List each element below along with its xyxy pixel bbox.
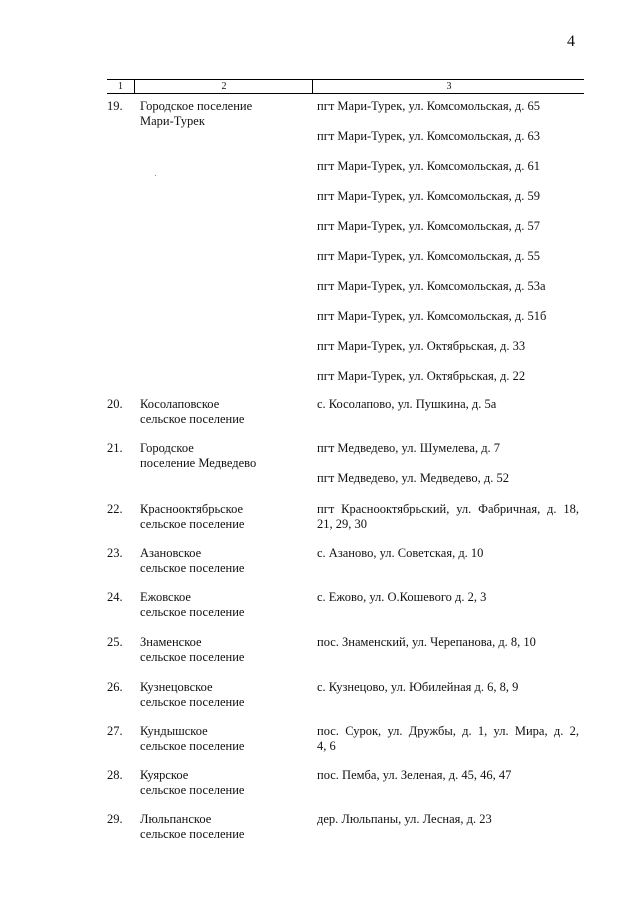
address: пгт Краснооктябрьский, ул. Фабричная, д. 18, [317,502,579,516]
settlement-name-line: сельское поселение [140,783,245,797]
table-row [107,397,587,426]
settlement-name-line: Кундышское [140,724,208,738]
address: пос. Знаменский, ул. Черепанова, д. 8, 10 [317,635,536,649]
address-list [317,502,579,532]
settlement-name [140,680,310,710]
address-list [317,99,579,384]
table-header [107,79,584,94]
address-list [317,680,579,695]
settlement-name-line: Краснооктябрьское [140,502,244,516]
address: пгт Мари-Турек, ул. Комсомольская, д. 63 [317,129,540,143]
address-list [317,635,579,650]
settlement-name-line: сельское поселение [140,827,245,841]
settlement-name [140,99,310,129]
row-number: 26. [107,680,123,694]
settlement-name [140,812,310,842]
settlement-name-line: Куярское [140,768,189,782]
row-number: 25. [107,635,123,649]
settlement-name-line: Городское поселение [140,99,253,113]
table-row [107,502,587,532]
address: пгт Мари-Турек, ул. Комсомольская, д. 61 [317,159,540,173]
address-list [317,590,579,605]
address-list [317,768,579,783]
header-col-3: 3 [312,80,585,93]
table-row [107,812,587,841]
table-row [107,99,587,384]
address: пгт Медведево, ул. Медведево, д. 52 [317,471,509,485]
row-number: 19. [107,99,123,113]
address: пос. Пемба, ул. Зеленая, д. 45, 46, 47 [317,768,512,782]
row-number: 21. [107,441,123,455]
address-list [317,397,579,412]
address-list [317,546,579,561]
page-number: 4 [567,33,575,50]
settlement-name-line: сельское поселение [140,695,245,709]
address: с. Азаново, ул. Советская, д. 10 [317,546,484,560]
table-row [107,724,587,754]
settlement-name-line: Ежовское [140,590,191,604]
address: 4, 6 [317,739,336,753]
settlement-name-line: сельское поселение [140,605,245,619]
settlement-name-line: Городское [140,441,194,455]
address: дер. Люльпаны, ул. Лесная, д. 23 [317,812,492,826]
address: пгт Медведево, ул. Шумелева, д. 7 [317,441,501,455]
header-col-2: 2 [134,80,313,93]
settlement-name-line: поселение Медведево [140,456,257,470]
address: пгт Мари-Турек, ул. Комсомольская, д. 55 [317,249,540,263]
row-number: 24. [107,590,123,604]
address: пгт Мари-Турек, ул. Комсомольская, д. 53а [317,279,546,293]
address: пгт Мари-Турек, ул. Октябрьская, д. 33 [317,339,526,353]
row-number: 20. [107,397,123,411]
settlement-name [140,635,310,665]
address: с. Ежово, ул. О.Кошевого д. 2, 3 [317,590,487,604]
settlement-name-line: Кузнецовское [140,680,213,694]
address: 21, 29, 30 [317,517,367,531]
settlement-name [140,590,310,620]
settlement-name-line: сельское поселение [140,412,245,426]
table-row [107,768,587,797]
settlement-name-line: Азановское [140,546,202,560]
address-list [317,812,579,827]
settlement-name [140,441,310,471]
address: с. Кузнецово, ул. Юбилейная д. 6, 8, 9 [317,680,519,694]
address: с. Косолапово, ул. Пушкина, д. 5а [317,397,497,411]
settlement-name-line: Мари-Турек [140,114,205,128]
table-row [107,635,587,664]
address: пгт Мари-Турек, ул. Комсомольская, д. 57 [317,219,540,233]
table-row [107,590,587,619]
settlement-name [140,502,310,532]
settlement-name-line: Знаменское [140,635,202,649]
settlement-name-line: сельское поселение [140,561,245,575]
table-row [107,680,587,709]
settlement-name-line: сельское поселение [140,517,245,531]
table-row [107,546,587,575]
row-number: 27. [107,724,123,738]
address-list [317,724,579,754]
row-number: 23. [107,546,123,560]
row-number: 29. [107,812,123,826]
address: пос. Сурок, ул. Дружбы, д. 1, ул. Мира, д. 2, [317,724,579,738]
row-number: 28. [107,768,123,782]
address: пгт Мари-Турек, ул. Комсомольская, д. 59 [317,189,540,203]
settlement-name-line: Люльпанское [140,812,212,826]
address: пгт Мари-Турек, ул. Октябрьская, д. 22 [317,369,526,383]
address-list [317,441,579,486]
row-number: 22. [107,502,123,516]
settlement-name-line: сельское поселение [140,739,245,753]
address: пгт Мари-Турек, ул. Комсомольская, д. 51б [317,309,547,323]
settlement-name [140,546,310,576]
settlement-name [140,397,310,427]
settlement-name [140,768,310,798]
settlement-name [140,724,310,754]
table-row [107,441,587,486]
settlement-name-line: Косолаповское [140,397,220,411]
header-col-1: 1 [118,81,123,92]
address: пгт Мари-Турек, ул. Комсомольская, д. 65 [317,99,540,113]
settlement-name-line: сельское поселение [140,650,245,664]
